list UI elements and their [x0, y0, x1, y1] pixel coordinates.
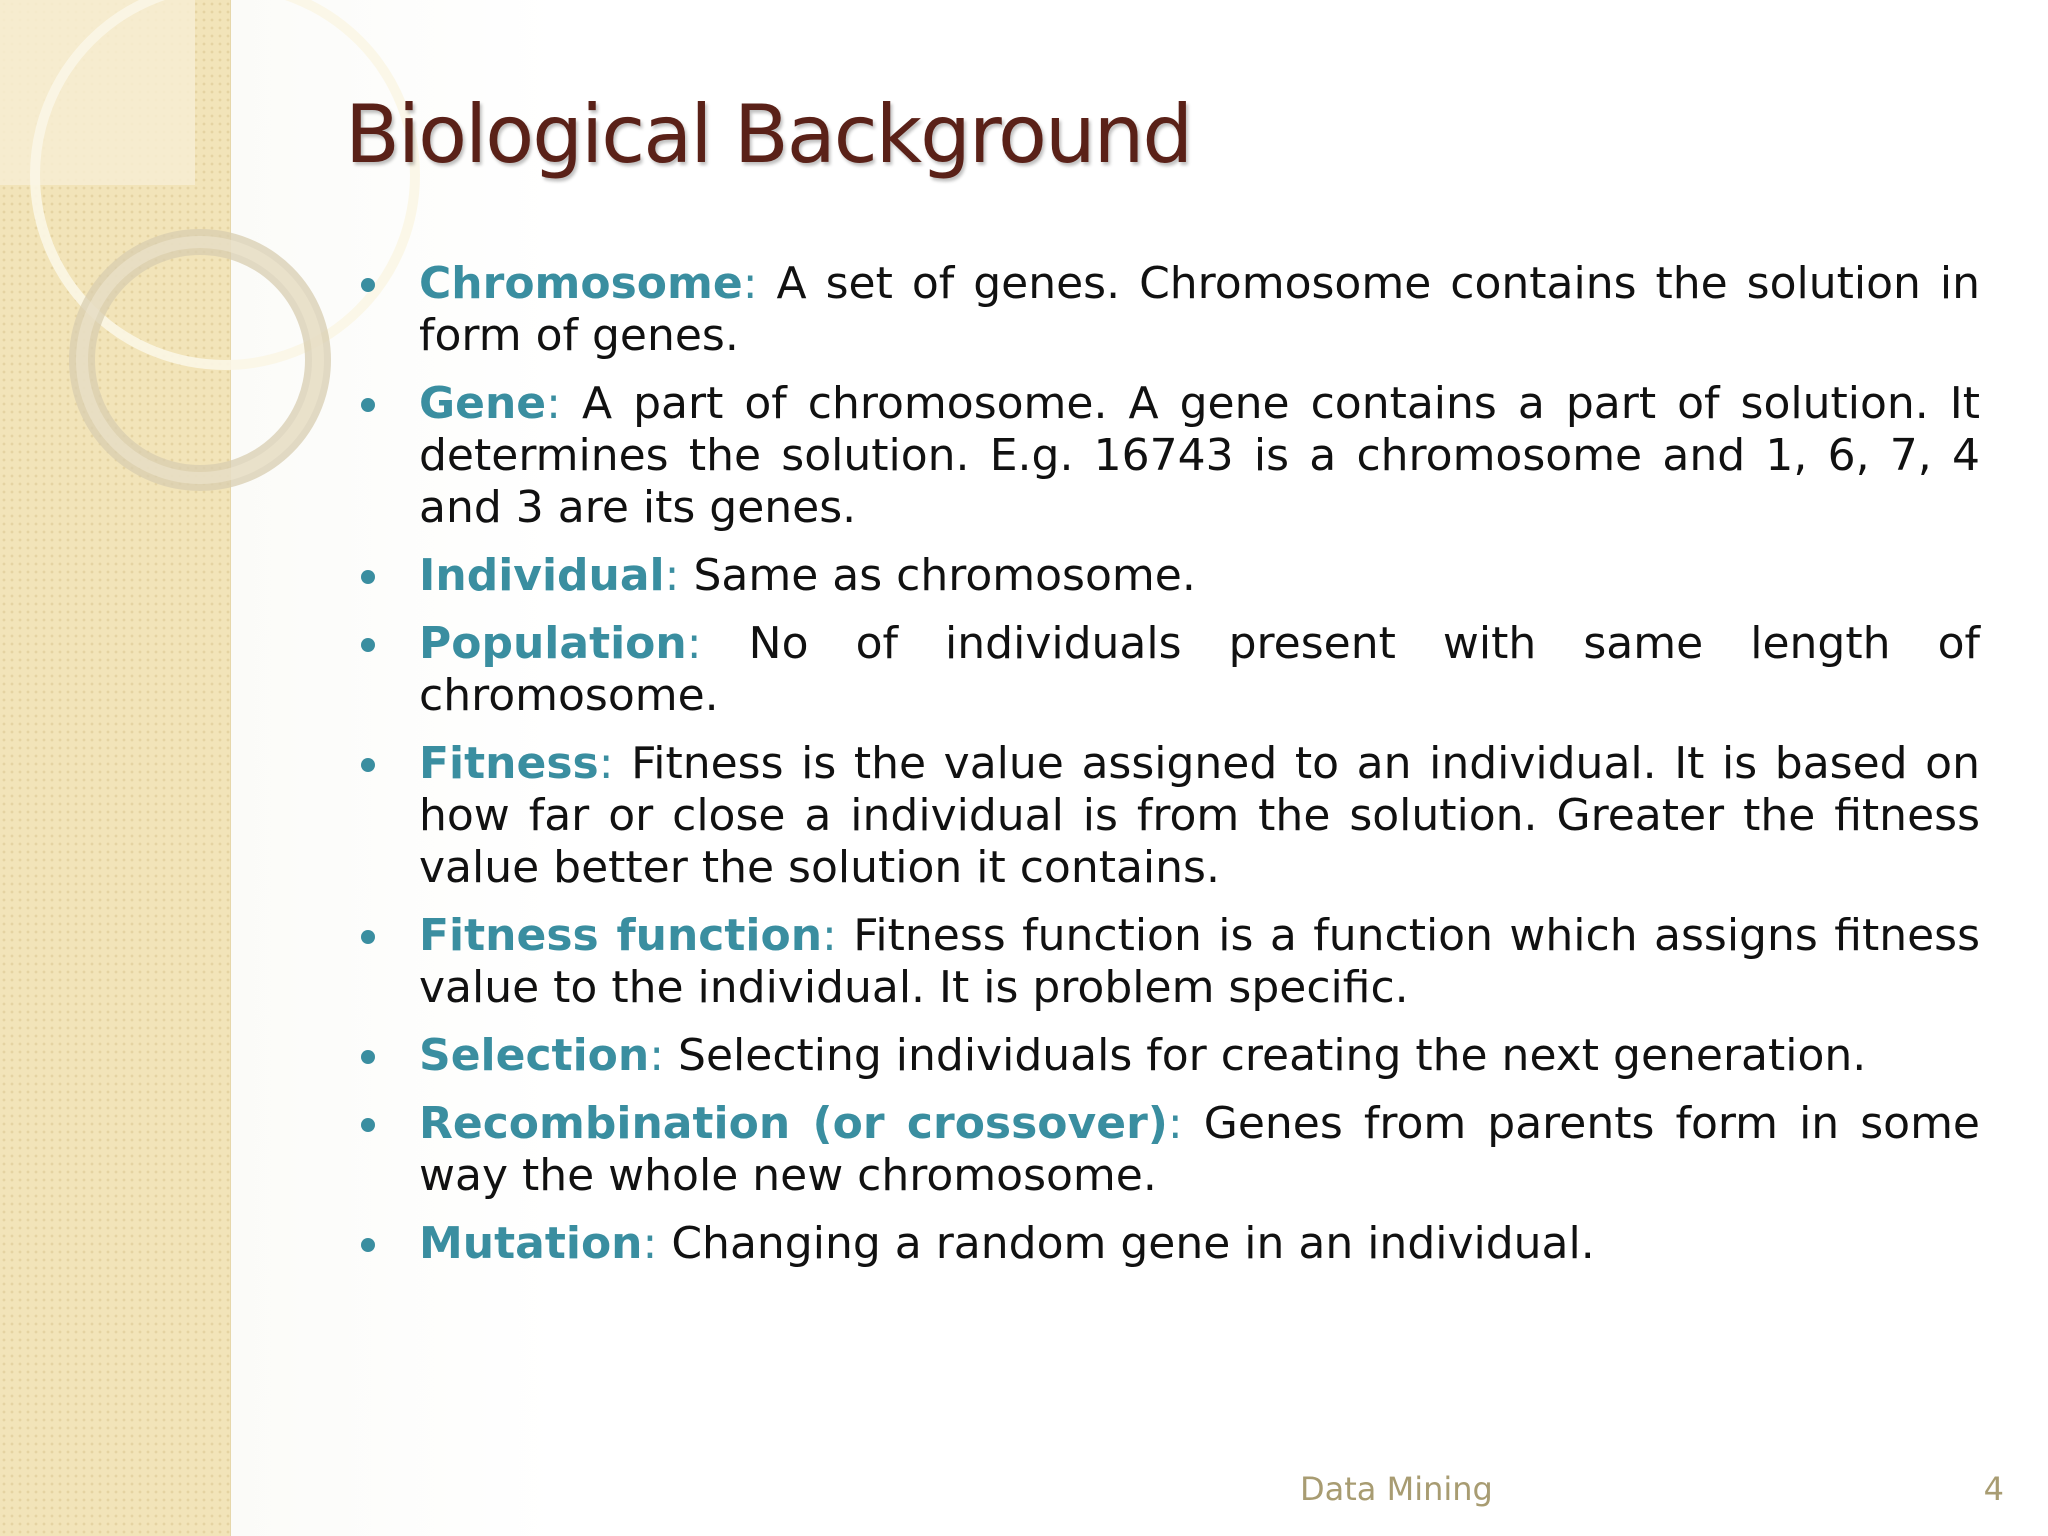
bullet-recombination — [355, 1098, 1980, 1202]
term-label: Chromosome — [419, 258, 743, 309]
bullet-point-icon — [361, 930, 375, 944]
slide-title: Biological Background — [345, 88, 1192, 181]
term-label: Recombination (or crossover) — [419, 1098, 1168, 1149]
bullet-point-icon — [361, 758, 375, 772]
bullet-individual — [355, 550, 1980, 602]
term-label: Population — [419, 618, 687, 669]
bullet-mutation — [355, 1218, 1980, 1270]
bullet-fitness — [355, 738, 1980, 894]
bullet-point-icon — [361, 278, 375, 292]
term-label: Fitness — [419, 738, 599, 789]
bullet-point-icon — [361, 398, 375, 412]
term-colon: : — [686, 618, 702, 669]
term-label: Gene — [419, 378, 547, 429]
definition-text: Selecting individuals for creating the next generation. — [664, 1030, 1867, 1081]
term-colon: : — [649, 1030, 665, 1081]
term-colon: : — [1167, 1098, 1183, 1149]
definition-text: Fitness function is a function which assigns fitness value to the individual. It is problem specific. — [419, 910, 1981, 1013]
decorative-circles — [0, 0, 300, 520]
bullet-population — [355, 618, 1980, 722]
bullet-selection — [355, 1030, 1980, 1082]
definition-text: Changing a random gene in an individual. — [657, 1218, 1595, 1269]
slide-page-number: 4 — [1983, 1470, 2004, 1508]
term-colon: : — [642, 1218, 658, 1269]
term-label: Fitness function — [419, 910, 823, 961]
slide-footer: Data Mining — [1300, 1470, 1493, 1508]
bullet-point-icon — [361, 638, 375, 652]
bullet-gene — [355, 378, 1980, 534]
term-label: Selection — [419, 1030, 650, 1081]
definition-text: Fitness is the value assigned to an individual. It is based on how far or close a individual is from the solution. Greater the fitness value better the solution it contains. — [419, 738, 1980, 893]
term-colon: : — [598, 738, 614, 789]
definition-text: A part of chromosome. A gene contains a part of solution. It determines the solution. E.g. 16743 is a chromosome and 1, 6, 7, 4 and 3 are its genes. — [419, 378, 1980, 533]
term-colon: : — [664, 550, 680, 601]
bullet-list — [355, 258, 1980, 1286]
bullet-point-icon — [361, 1050, 375, 1064]
term-colon: : — [546, 378, 561, 429]
definition-text: Same as chromosome. — [679, 550, 1196, 601]
term-colon: : — [822, 910, 837, 961]
bullet-point-icon — [361, 1118, 375, 1132]
definition-text: Genes from parents form in some way the whole new chromosome. — [419, 1098, 1981, 1201]
term-label: Individual — [419, 550, 665, 601]
term-colon: : — [742, 258, 758, 309]
bullet-point-icon — [361, 1238, 375, 1252]
bullet-chromosome — [355, 258, 1980, 362]
bullet-point-icon — [361, 570, 375, 584]
definition-text: No of individuals present with same length of chromosome. — [419, 618, 1980, 721]
term-label: Mutation — [419, 1218, 643, 1269]
definition-text: A set of genes. Chromosome contains the solution in form of genes. — [419, 258, 1980, 361]
bullet-fitness-function — [355, 910, 1980, 1014]
